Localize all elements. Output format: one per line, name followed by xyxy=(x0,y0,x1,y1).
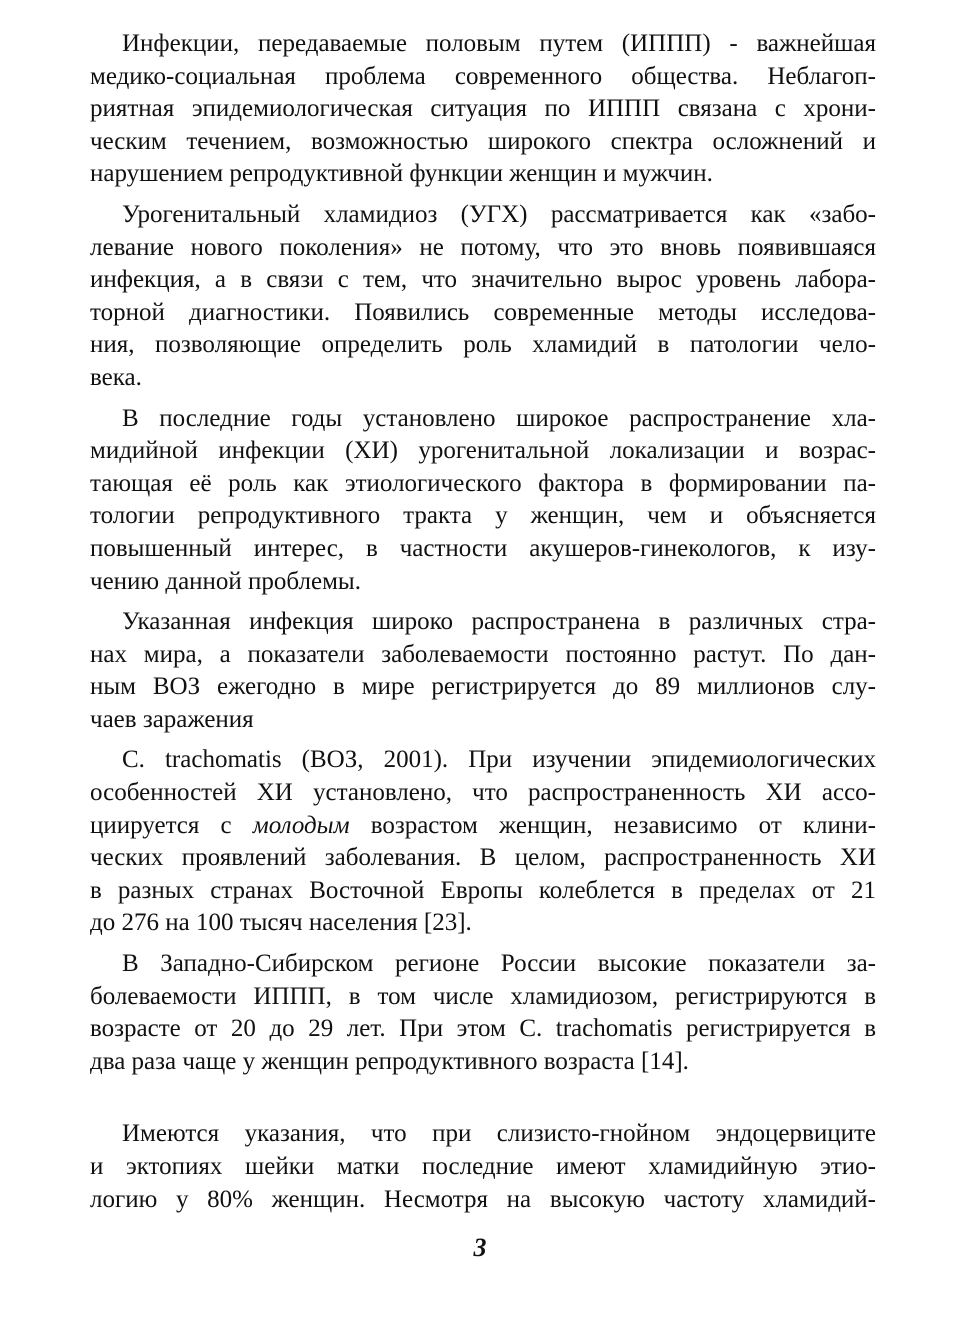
text-line: Инфекции, передаваемые половым путем (ИППП) - важнейшая xyxy=(122,30,876,57)
text-line: логию у 80% женщин. Несмотря на высокую частоту хламидий- xyxy=(90,1185,876,1213)
text-line: медико-социальная проблема современного общества. Неблагоп- xyxy=(90,62,876,90)
paragraph-7 xyxy=(90,1118,876,1216)
text-line: чению данной проблемы. xyxy=(90,567,361,595)
text-run: возрастом женщин, независимо от клини- xyxy=(349,811,876,839)
text-line: в разных странах Восточной Европы колеблется в пределах от 21 xyxy=(90,876,876,904)
text-line: торной диагностики. Появились современные методы исследова- xyxy=(90,298,876,326)
text-line: нарушением репродуктивной функции женщин и мужчин. xyxy=(90,160,713,188)
text-line: Имеются указания, что при слизисто-гнойном эндоцервиците xyxy=(122,1120,876,1148)
text-line: два раза чаще у женщин репродуктивного возраста [14]. xyxy=(90,1047,689,1075)
paragraph-5 xyxy=(90,744,876,940)
text-line: C. trachomatis (ВОЗ, 2001). При изучении эпидемиологических xyxy=(122,746,876,774)
text-line: повышенный интерес, в частности акушеров-гинекологов, к изу- xyxy=(90,534,876,562)
body-text xyxy=(90,28,876,1224)
text-line: болеваемости ИППП, в том числе хламидиозом, регистрируются в xyxy=(90,982,876,1010)
text-line-with-emphasis xyxy=(90,810,876,843)
paragraph-6 xyxy=(90,948,876,1078)
text-run: циируется с xyxy=(90,811,253,839)
text-line: и эктопиях шейки матки последние имеют хламидийную этио- xyxy=(90,1153,876,1180)
text-line: В последние годы установлено широкое распространение хла- xyxy=(122,404,876,432)
paragraph-3 xyxy=(90,403,876,599)
text-line: ния, позволяющие определить роль хламидий в патологии чело- xyxy=(90,331,876,359)
paragraph-2 xyxy=(90,199,876,395)
text-line: тающая её роль как этиологического фактора в формировании па- xyxy=(90,469,876,497)
text-line: века. xyxy=(90,363,142,391)
text-line: Урогенитальный хламидиоз (УГХ) рассматривается как «забо- xyxy=(122,200,876,228)
text-line: тологии репродуктивного тракта у женщин, чем и объясняется xyxy=(90,502,876,530)
text-line: ным ВОЗ ежегодно в мире регистрируется до 89 миллионов слу- xyxy=(90,673,876,701)
text-line: инфекция, а в связи с тем, что значительно вырос уровень лабора- xyxy=(90,266,876,294)
text-line: риятная эпидемиологическая ситуация по ИППП связана с хрони- xyxy=(90,95,876,123)
text-line: чаев заражения xyxy=(90,705,254,733)
page-number: 3 xyxy=(473,1233,487,1262)
text-line: Указанная инфекция широко распространена в различных стра- xyxy=(122,608,876,636)
text-line: ческим течением, возможностью широкого спектра осложнений и xyxy=(90,127,876,155)
text-line: левание нового поколения» не потому, что это вновь появившаяся xyxy=(90,233,876,261)
text-line: В Западно-Сибирском регионе России высокие показатели за- xyxy=(122,950,876,978)
italic-word: молодым xyxy=(252,811,350,839)
text-line: нах мира, а показатели заболеваемости постоянно растут. По дан- xyxy=(90,640,876,668)
text-line: мидийной инфекции (ХИ) урогенитальной локализации и возрас- xyxy=(90,437,876,465)
text-line: ческих проявлений заболевания. В целом, распространенность ХИ xyxy=(90,844,876,872)
paragraph-4 xyxy=(90,606,876,736)
paragraph-1 xyxy=(90,28,876,191)
text-line: возрасте от 20 до 29 лет. При этом C. trachomatis регистрируется в xyxy=(90,1015,876,1043)
text-line: особенностей ХИ установлено, что распространенность ХИ ассо- xyxy=(90,779,876,807)
text-line: до 276 на 100 тысяч населения [23]. xyxy=(90,909,472,937)
